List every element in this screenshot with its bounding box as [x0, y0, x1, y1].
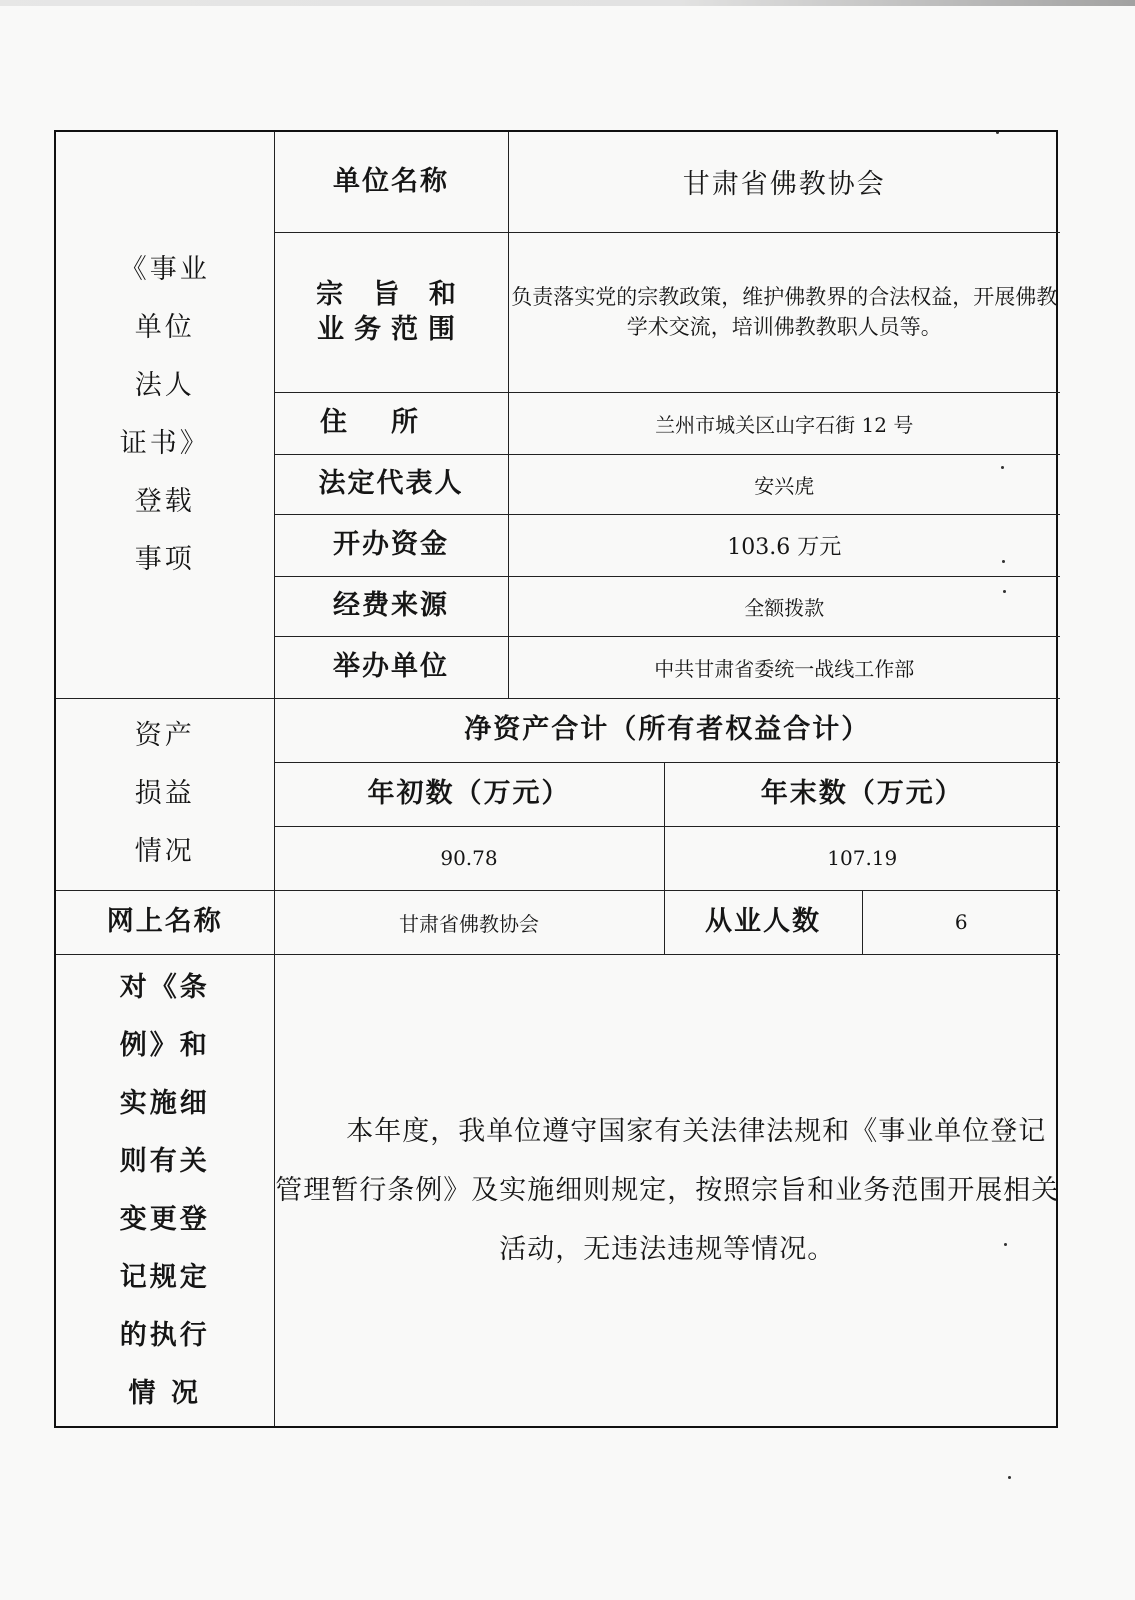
sponsor-value: 中共甘肃省委统一战线工作部: [508, 636, 1060, 698]
label-line: 事项: [134, 543, 195, 575]
label-line: 情 况: [128, 1377, 201, 1409]
address-value: 兰州市城关区山字石街 12 号: [508, 392, 1060, 454]
label-line: 宗 旨 和: [316, 278, 466, 310]
staff-count-label: 从业人数: [664, 890, 862, 954]
label-line: 单位: [134, 311, 195, 343]
annual-report-form: [54, 130, 1058, 1428]
legal-rep-label: 法定代表人: [274, 454, 508, 514]
label-line: 登载: [134, 485, 195, 517]
label-line: 证书》: [119, 427, 210, 459]
label-line: 资产: [134, 720, 195, 751]
compliance-section-label: [56, 954, 274, 1426]
online-name-value: 甘肃省佛教协会: [274, 890, 664, 954]
funding-value: 全额拨款: [508, 576, 1060, 636]
label-line: 记规定: [119, 1261, 210, 1293]
net-assets-header: 净资产合计（所有者权益合计）: [274, 698, 1060, 762]
label-line: 法人: [134, 369, 195, 401]
label-line: 的执行: [119, 1319, 210, 1351]
label-line: 《事业: [119, 253, 210, 285]
end-of-year-header: 年末数（万元）: [664, 762, 1060, 826]
begin-of-year-value: 90.78: [274, 826, 664, 890]
compliance-text: 本年度，我单位遵守国家有关法律法规和《事业单位登记管理暂行条例》及实施细则规定，按照宗旨和业务范围开展相关活动，无违法违规等情况。: [275, 1115, 1060, 1265]
legal-rep-value: 安兴虎: [508, 454, 1060, 514]
end-of-year-value: 107.19: [664, 826, 1060, 890]
online-name-label: 网上名称: [56, 890, 274, 954]
label-line: 实施细: [119, 1087, 210, 1119]
unit-name-label: 单位名称: [274, 132, 508, 232]
staff-count-value: 6: [862, 890, 1060, 954]
sponsor-label: 举办单位: [274, 636, 508, 698]
scan-edge-shadow: [0, 0, 1135, 6]
label-line: 则有关: [119, 1145, 210, 1177]
capital-label: 开办资金: [274, 514, 508, 576]
label-line: 情况: [134, 836, 195, 867]
label-line: 业务范围: [317, 314, 465, 345]
label-line: 对《条: [119, 971, 210, 1003]
label-line: 损益: [134, 778, 195, 809]
scan-speck: [1008, 1476, 1011, 1479]
label-line: 例》和: [119, 1029, 210, 1061]
registration-section-label: [56, 132, 274, 698]
address-label: 住所: [274, 392, 508, 454]
capital-value: 103.6 万元: [508, 514, 1060, 576]
label-line: 变更登: [119, 1203, 210, 1235]
unit-name-value: 甘肃省佛教协会: [508, 132, 1060, 232]
assets-section-label: [56, 698, 274, 890]
begin-of-year-header: 年初数（万元）: [274, 762, 664, 826]
purpose-value: 负责落实党的宗教政策，维护佛教界的合法权益，开展佛教学术交流，培训佛教教职人员等。: [508, 232, 1060, 392]
compliance-statement: [274, 954, 1060, 1426]
funding-label: 经费来源: [274, 576, 508, 636]
purpose-label: [274, 232, 508, 392]
